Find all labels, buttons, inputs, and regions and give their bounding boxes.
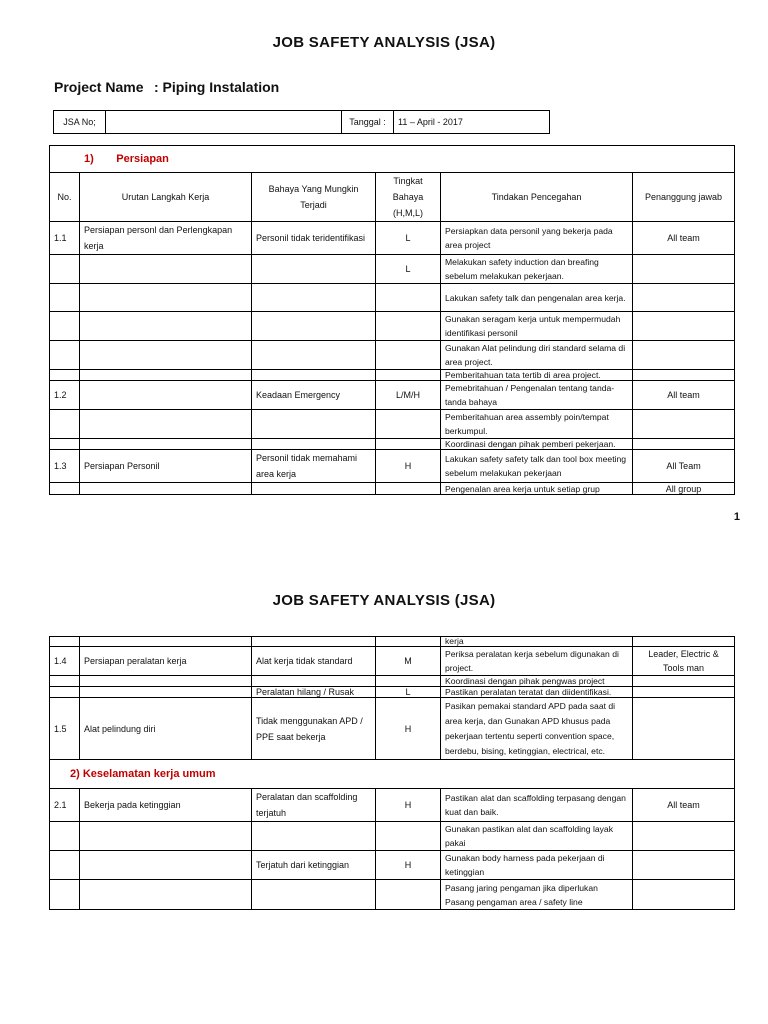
jsa-table-page2 xyxy=(49,636,735,910)
jsa-info-table xyxy=(53,110,550,134)
row-tingkat: H xyxy=(376,450,441,483)
row-bahaya xyxy=(252,637,376,647)
row-tindakan: Lakukan safety safety talk dan tool box meeting sebelum melakukan pekerjaan xyxy=(441,450,633,483)
row-pj xyxy=(633,822,735,851)
row-bahaya xyxy=(252,822,376,851)
row-tindakan: Periksa peralatan kerja sebelum digunakan di project. xyxy=(441,647,633,676)
row-pj xyxy=(633,255,735,284)
row-tingkat xyxy=(376,341,441,370)
row-tindakan: Koordinasi dengan pihak pemberi pekerjaan. xyxy=(441,439,633,450)
row-pj xyxy=(633,341,735,370)
table-row xyxy=(50,687,735,698)
row-no xyxy=(50,312,80,341)
row-pj xyxy=(633,637,735,647)
table-row xyxy=(50,410,735,439)
row-tindakan: Pemebritahuan / Pengenalan tentang tanda-tanda bahaya xyxy=(441,381,633,410)
row-tindakan: kerja xyxy=(441,637,633,647)
table-row xyxy=(50,483,735,495)
header-bahaya: Bahaya Yang Mungkin Terjadi xyxy=(252,173,376,222)
row-tindakan: Pastikan peralatan teratat dan diidentifikasi. xyxy=(441,687,633,698)
row-urutan xyxy=(80,312,252,341)
row-urutan xyxy=(80,381,252,410)
row-urutan xyxy=(80,439,252,450)
table-header-row xyxy=(50,173,735,222)
row-no: 1.5 xyxy=(50,698,80,760)
row-bahaya: Terjatuh dari ketinggian xyxy=(252,851,376,880)
table-row xyxy=(50,880,735,910)
row-urutan xyxy=(80,370,252,381)
header-urutan: Urutan Langkah Kerja xyxy=(80,173,252,222)
row-pj: Leader, Electric & Tools man xyxy=(633,647,735,676)
row-urutan: Bekerja pada ketinggian xyxy=(80,789,252,822)
row-tindakan: Gunakan seragam kerja untuk mempermudah identifikasi personil xyxy=(441,312,633,341)
jsa-no-label: JSA No; xyxy=(54,111,106,134)
row-bahaya xyxy=(252,880,376,910)
page-number: 1 xyxy=(733,511,740,523)
row-pj xyxy=(633,880,735,910)
row-no xyxy=(50,255,80,284)
row-bahaya xyxy=(252,439,376,450)
row-bahaya xyxy=(252,676,376,687)
row-tingkat xyxy=(376,370,441,381)
row-pj xyxy=(633,676,735,687)
row-tingkat xyxy=(376,439,441,450)
page-title-2: JOB SAFETY ANALYSIS (JSA) xyxy=(272,592,496,609)
row-urutan xyxy=(80,687,252,698)
row-bahaya: Alat kerja tidak standard xyxy=(252,647,376,676)
row-bahaya: Peralatan dan scaffolding terjatuh xyxy=(252,789,376,822)
row-tindakan: Gunakan body harness pada pekerjaan di ketinggian xyxy=(441,851,633,880)
row-no: 1.2 xyxy=(50,381,80,410)
row-tingkat xyxy=(376,312,441,341)
row-no xyxy=(50,851,80,880)
row-tingkat: L xyxy=(376,255,441,284)
table-row xyxy=(50,647,735,676)
row-bahaya xyxy=(252,483,376,495)
row-bahaya: Keadaan Emergency xyxy=(252,381,376,410)
section-header xyxy=(50,146,735,173)
tanggal-value: 11 – April - 2017 xyxy=(394,111,550,134)
page-title: JOB SAFETY ANALYSIS (JSA) xyxy=(272,34,496,51)
row-no: 2.1 xyxy=(50,789,80,822)
table-row xyxy=(50,789,735,822)
row-tindakan: Lakukan safety talk dan pengenalan area kerja. xyxy=(441,284,633,312)
table-row xyxy=(50,822,735,851)
row-urutan xyxy=(80,255,252,284)
row-pj xyxy=(633,410,735,439)
row-tingkat xyxy=(376,483,441,495)
row-tindakan: Pemberitahuan area assembly poin/tempat berkumpul. xyxy=(441,410,633,439)
table-row xyxy=(50,381,735,410)
tanggal-label: Tanggal : xyxy=(342,111,394,134)
row-tingkat: M xyxy=(376,647,441,676)
row-bahaya xyxy=(252,341,376,370)
row-no xyxy=(50,483,80,495)
row-bahaya xyxy=(252,255,376,284)
row-urutan xyxy=(80,676,252,687)
row-tingkat: L/M/H xyxy=(376,381,441,410)
table-row xyxy=(50,341,735,370)
table-row xyxy=(50,222,735,255)
section-title-2: 2) Keselamatan kerja umum xyxy=(70,768,216,780)
row-tingkat xyxy=(376,676,441,687)
row-pj: All team xyxy=(633,381,735,410)
section-title: Persiapan xyxy=(116,153,169,165)
row-pj xyxy=(633,851,735,880)
row-tingkat: L xyxy=(376,687,441,698)
row-tindakan: Persiapkan data personil yang bekerja pada area project xyxy=(441,222,633,255)
row-urutan: Alat pelindung diri xyxy=(80,698,252,760)
table-row xyxy=(50,450,735,483)
table-row xyxy=(50,637,735,647)
row-bahaya xyxy=(252,410,376,439)
row-bahaya: Tidak menggunakan APD / PPE saat bekerja xyxy=(252,698,376,760)
row-urutan: Persiapan Personil xyxy=(80,450,252,483)
row-bahaya xyxy=(252,312,376,341)
row-urutan xyxy=(80,822,252,851)
row-bahaya: Peralatan hilang / Rusak xyxy=(252,687,376,698)
header-tindakan: Tindakan Pencegahan xyxy=(441,173,633,222)
row-tindakan: Gunakan Alat pelindung diri standard selama di area project. xyxy=(441,341,633,370)
project-name-label: Project Name xyxy=(54,79,144,95)
row-tingkat: H xyxy=(376,698,441,760)
row-bahaya xyxy=(252,370,376,381)
row-tingkat xyxy=(376,637,441,647)
row-tindakan: Melakukan safety induction dan breafing sebelum melakukan pekerjaan. xyxy=(441,255,633,284)
row-tingkat xyxy=(376,284,441,312)
row-urutan: Persiapan personl dan Perlengkapan kerja xyxy=(80,222,252,255)
row-pj xyxy=(633,284,735,312)
row-bahaya: Personil tidak memahami area kerja xyxy=(252,450,376,483)
row-tingkat xyxy=(376,880,441,910)
row-bahaya xyxy=(252,284,376,312)
row-pj xyxy=(633,687,735,698)
jsa-table-page1 xyxy=(49,145,735,495)
row-tingkat: H xyxy=(376,851,441,880)
project-name xyxy=(54,79,279,95)
row-no xyxy=(50,637,80,647)
table-row xyxy=(50,284,735,312)
row-tingkat: L xyxy=(376,222,441,255)
row-no: 1.4 xyxy=(50,647,80,676)
table-row xyxy=(50,676,735,687)
row-urutan xyxy=(80,341,252,370)
row-no: 1.1 xyxy=(50,222,80,255)
table-row xyxy=(50,370,735,381)
row-pj: All team xyxy=(633,789,735,822)
row-tindakan: Pastikan alat dan scaffolding terpasang dengan kuat dan baik. xyxy=(441,789,633,822)
row-no xyxy=(50,687,80,698)
row-pj xyxy=(633,312,735,341)
row-urutan xyxy=(80,637,252,647)
jsa-no-value xyxy=(106,111,342,134)
row-pj: All Team xyxy=(633,450,735,483)
row-no xyxy=(50,284,80,312)
section-header-2 xyxy=(50,760,735,789)
row-urutan xyxy=(80,880,252,910)
header-penanggung: Penanggung jawab xyxy=(633,173,735,222)
row-tingkat: H xyxy=(376,789,441,822)
row-tindakan: Gunakan pastikan alat dan scaffolding layak pakai xyxy=(441,822,633,851)
header-no: No. xyxy=(50,173,80,222)
row-urutan xyxy=(80,284,252,312)
row-pj xyxy=(633,370,735,381)
row-tindakan: Pasang jaring pengaman jika diperlukan Pasang pengaman area / safety line xyxy=(441,880,633,910)
row-bahaya: Personil tidak teridentifikasi xyxy=(252,222,376,255)
row-no xyxy=(50,439,80,450)
row-tingkat xyxy=(376,822,441,851)
table-row xyxy=(50,255,735,284)
section-number: 1) xyxy=(84,153,94,165)
row-no xyxy=(50,370,80,381)
row-no xyxy=(50,676,80,687)
row-pj: All team xyxy=(633,222,735,255)
row-tindakan: Pengenalan area kerja untuk setiap grup xyxy=(441,483,633,495)
table-row xyxy=(50,851,735,880)
table-row xyxy=(50,698,735,760)
row-pj: All group xyxy=(633,483,735,495)
row-no xyxy=(50,880,80,910)
row-tindakan: Koordinasi dengan pihak pengwas project xyxy=(441,676,633,687)
row-tindakan: Pasikan pemakai standard APD pada saat di area kerja, dan Gunakan APD khusus pada pekerjaan tertentu seperti convention space, berdebu, bising, ketinggian, electrical, etc. xyxy=(441,698,633,760)
row-urutan xyxy=(80,410,252,439)
row-tingkat xyxy=(376,410,441,439)
row-no xyxy=(50,341,80,370)
row-tindakan: Pemberitahuan tata tertib di area project. xyxy=(441,370,633,381)
row-no xyxy=(50,822,80,851)
row-pj xyxy=(633,698,735,760)
row-no: 1.3 xyxy=(50,450,80,483)
row-pj xyxy=(633,439,735,450)
project-name-value: : Piping Instalation xyxy=(154,79,280,95)
row-urutan xyxy=(80,851,252,880)
row-urutan: Persiapan peralatan kerja xyxy=(80,647,252,676)
row-no xyxy=(50,410,80,439)
table-row xyxy=(50,439,735,450)
header-tingkat: Tingkat Bahaya (H,M,L) xyxy=(376,173,441,222)
row-urutan xyxy=(80,483,252,495)
table-row xyxy=(50,312,735,341)
